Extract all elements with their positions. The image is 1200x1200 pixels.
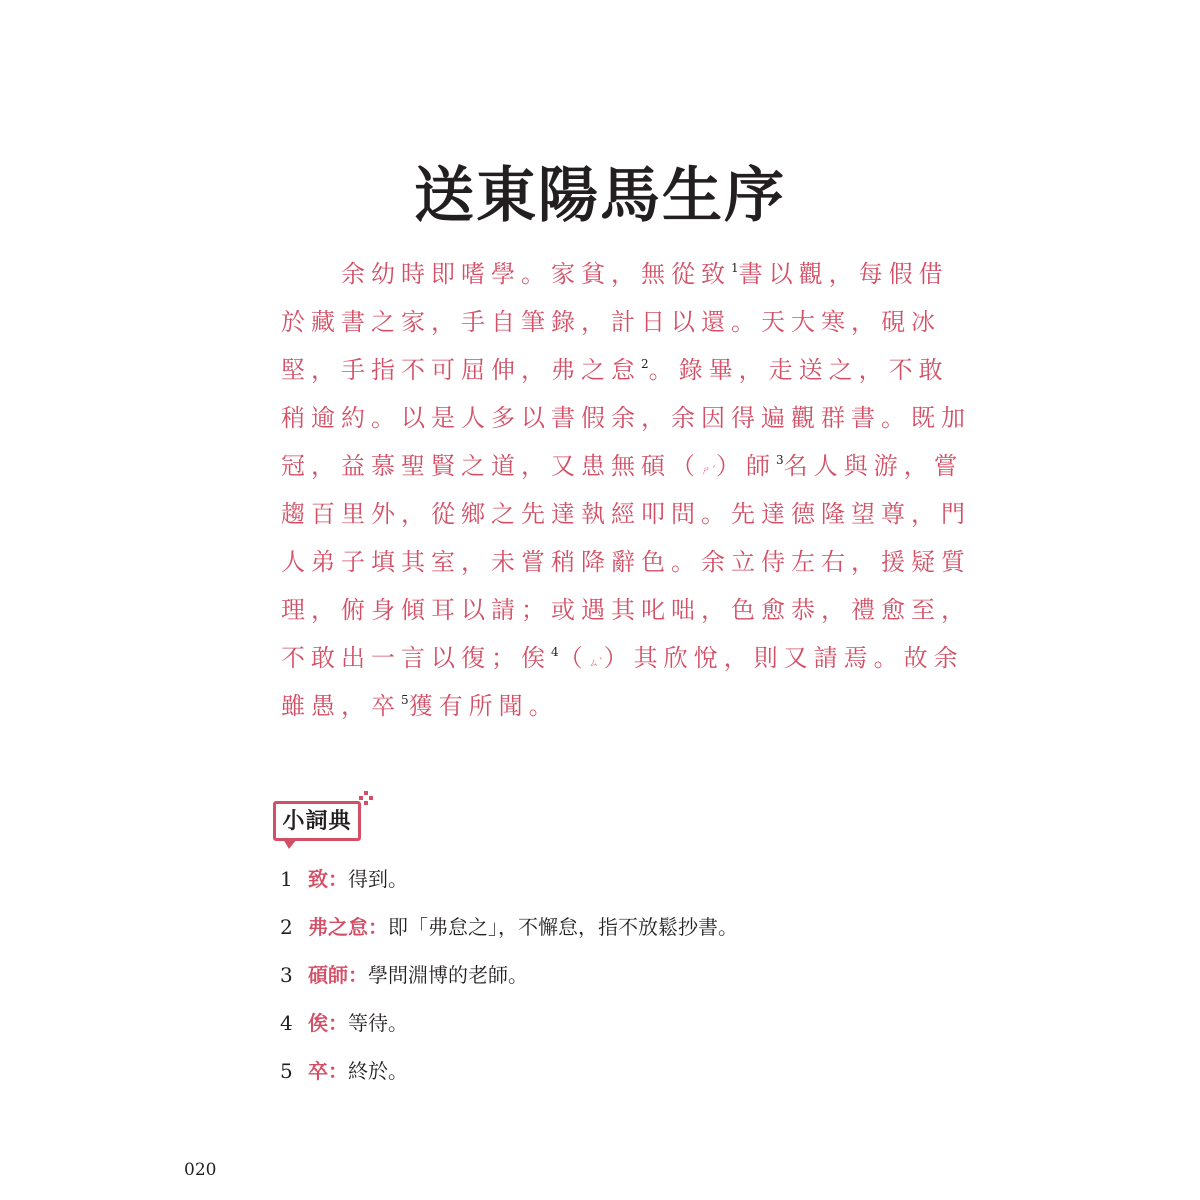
glossary-number: 3 (280, 963, 293, 987)
glossary-item (280, 1006, 738, 1054)
glossary-number: 2 (280, 915, 293, 939)
footnote-marker: 3 (776, 453, 784, 467)
footnote-marker: 1 (731, 261, 739, 275)
passage-line: 理，俯身傾耳以請；或遇其叱咄，色愈恭，禮愈至， (281, 596, 971, 624)
glossary-definition: 學問淵博的老師。 (368, 963, 528, 987)
phonetic-annotation: ㄕˊ (701, 466, 716, 477)
glossary-term: 碩師： (308, 963, 368, 987)
glossary-badge (273, 795, 369, 851)
passage-line: 人弟子填其室，未嘗稍降辭色。余立侍左右，援疑質 (281, 548, 971, 576)
glossary-list (280, 862, 738, 1102)
classical-passage (281, 250, 971, 730)
page-title: 送東陽馬生序 (414, 161, 786, 231)
footnote-marker: 5 (401, 693, 409, 707)
page-number: 020 (184, 1160, 217, 1180)
sparkle-icon (359, 791, 373, 805)
glossary-item (280, 862, 738, 910)
speech-tail-icon (283, 839, 297, 849)
glossary-number: 5 (280, 1059, 293, 1083)
footnote-marker: 4 (551, 645, 559, 659)
passage-line: 雖愚，卒$^5$獲有所聞。 (281, 692, 559, 720)
passage-line: 稍逾約。以是人多以書假余，余因得遍觀群書。既加 (281, 404, 971, 432)
passage-line: 於藏書之家，手自筆錄，計日以還。天大寒，硯冰 (281, 308, 941, 336)
glossary-item (280, 1054, 738, 1102)
glossary-term: 俟： (308, 1011, 348, 1035)
glossary-definition: 終於。 (348, 1059, 408, 1083)
passage-line: 趨百里外，從鄉之先達執經叩問。先達德隆望尊，門 (281, 500, 971, 528)
phonetic-annotation: ㄙˋ (588, 658, 604, 669)
passage-line: 余幼時即嗜學。家貧，無從致$^1$書以觀，每假借 (281, 260, 949, 288)
glossary-definition: 得到。 (348, 867, 408, 891)
glossary-definition: 即「弗怠之」，不懈怠，指不放鬆抄書。 (388, 915, 738, 939)
glossary-number: 1 (280, 867, 293, 891)
glossary-item (280, 958, 738, 1006)
glossary-number: 4 (280, 1011, 293, 1035)
glossary-definition: 等待。 (348, 1011, 408, 1035)
glossary-heading: 小詞典 (273, 801, 361, 841)
glossary-term: 致： (308, 867, 348, 891)
passage-line: 堅，手指不可屈伸，弗之怠$^2$。錄畢，走送之，不敢 (281, 356, 949, 384)
glossary-item (280, 910, 738, 958)
glossary-term: 卒： (308, 1059, 348, 1083)
glossary-term: 弗之怠： (308, 915, 388, 939)
passage-line: 不敢出一言以復；俟$^4$（ㄙˋ）其欣悅，則又請焉。故余 (281, 644, 964, 672)
footnote-marker: 2 (641, 357, 649, 371)
passage-line: 冠，益慕聖賢之道，又患無碩（ㄕˊ）師$^3$名人與游，嘗 (281, 452, 964, 480)
